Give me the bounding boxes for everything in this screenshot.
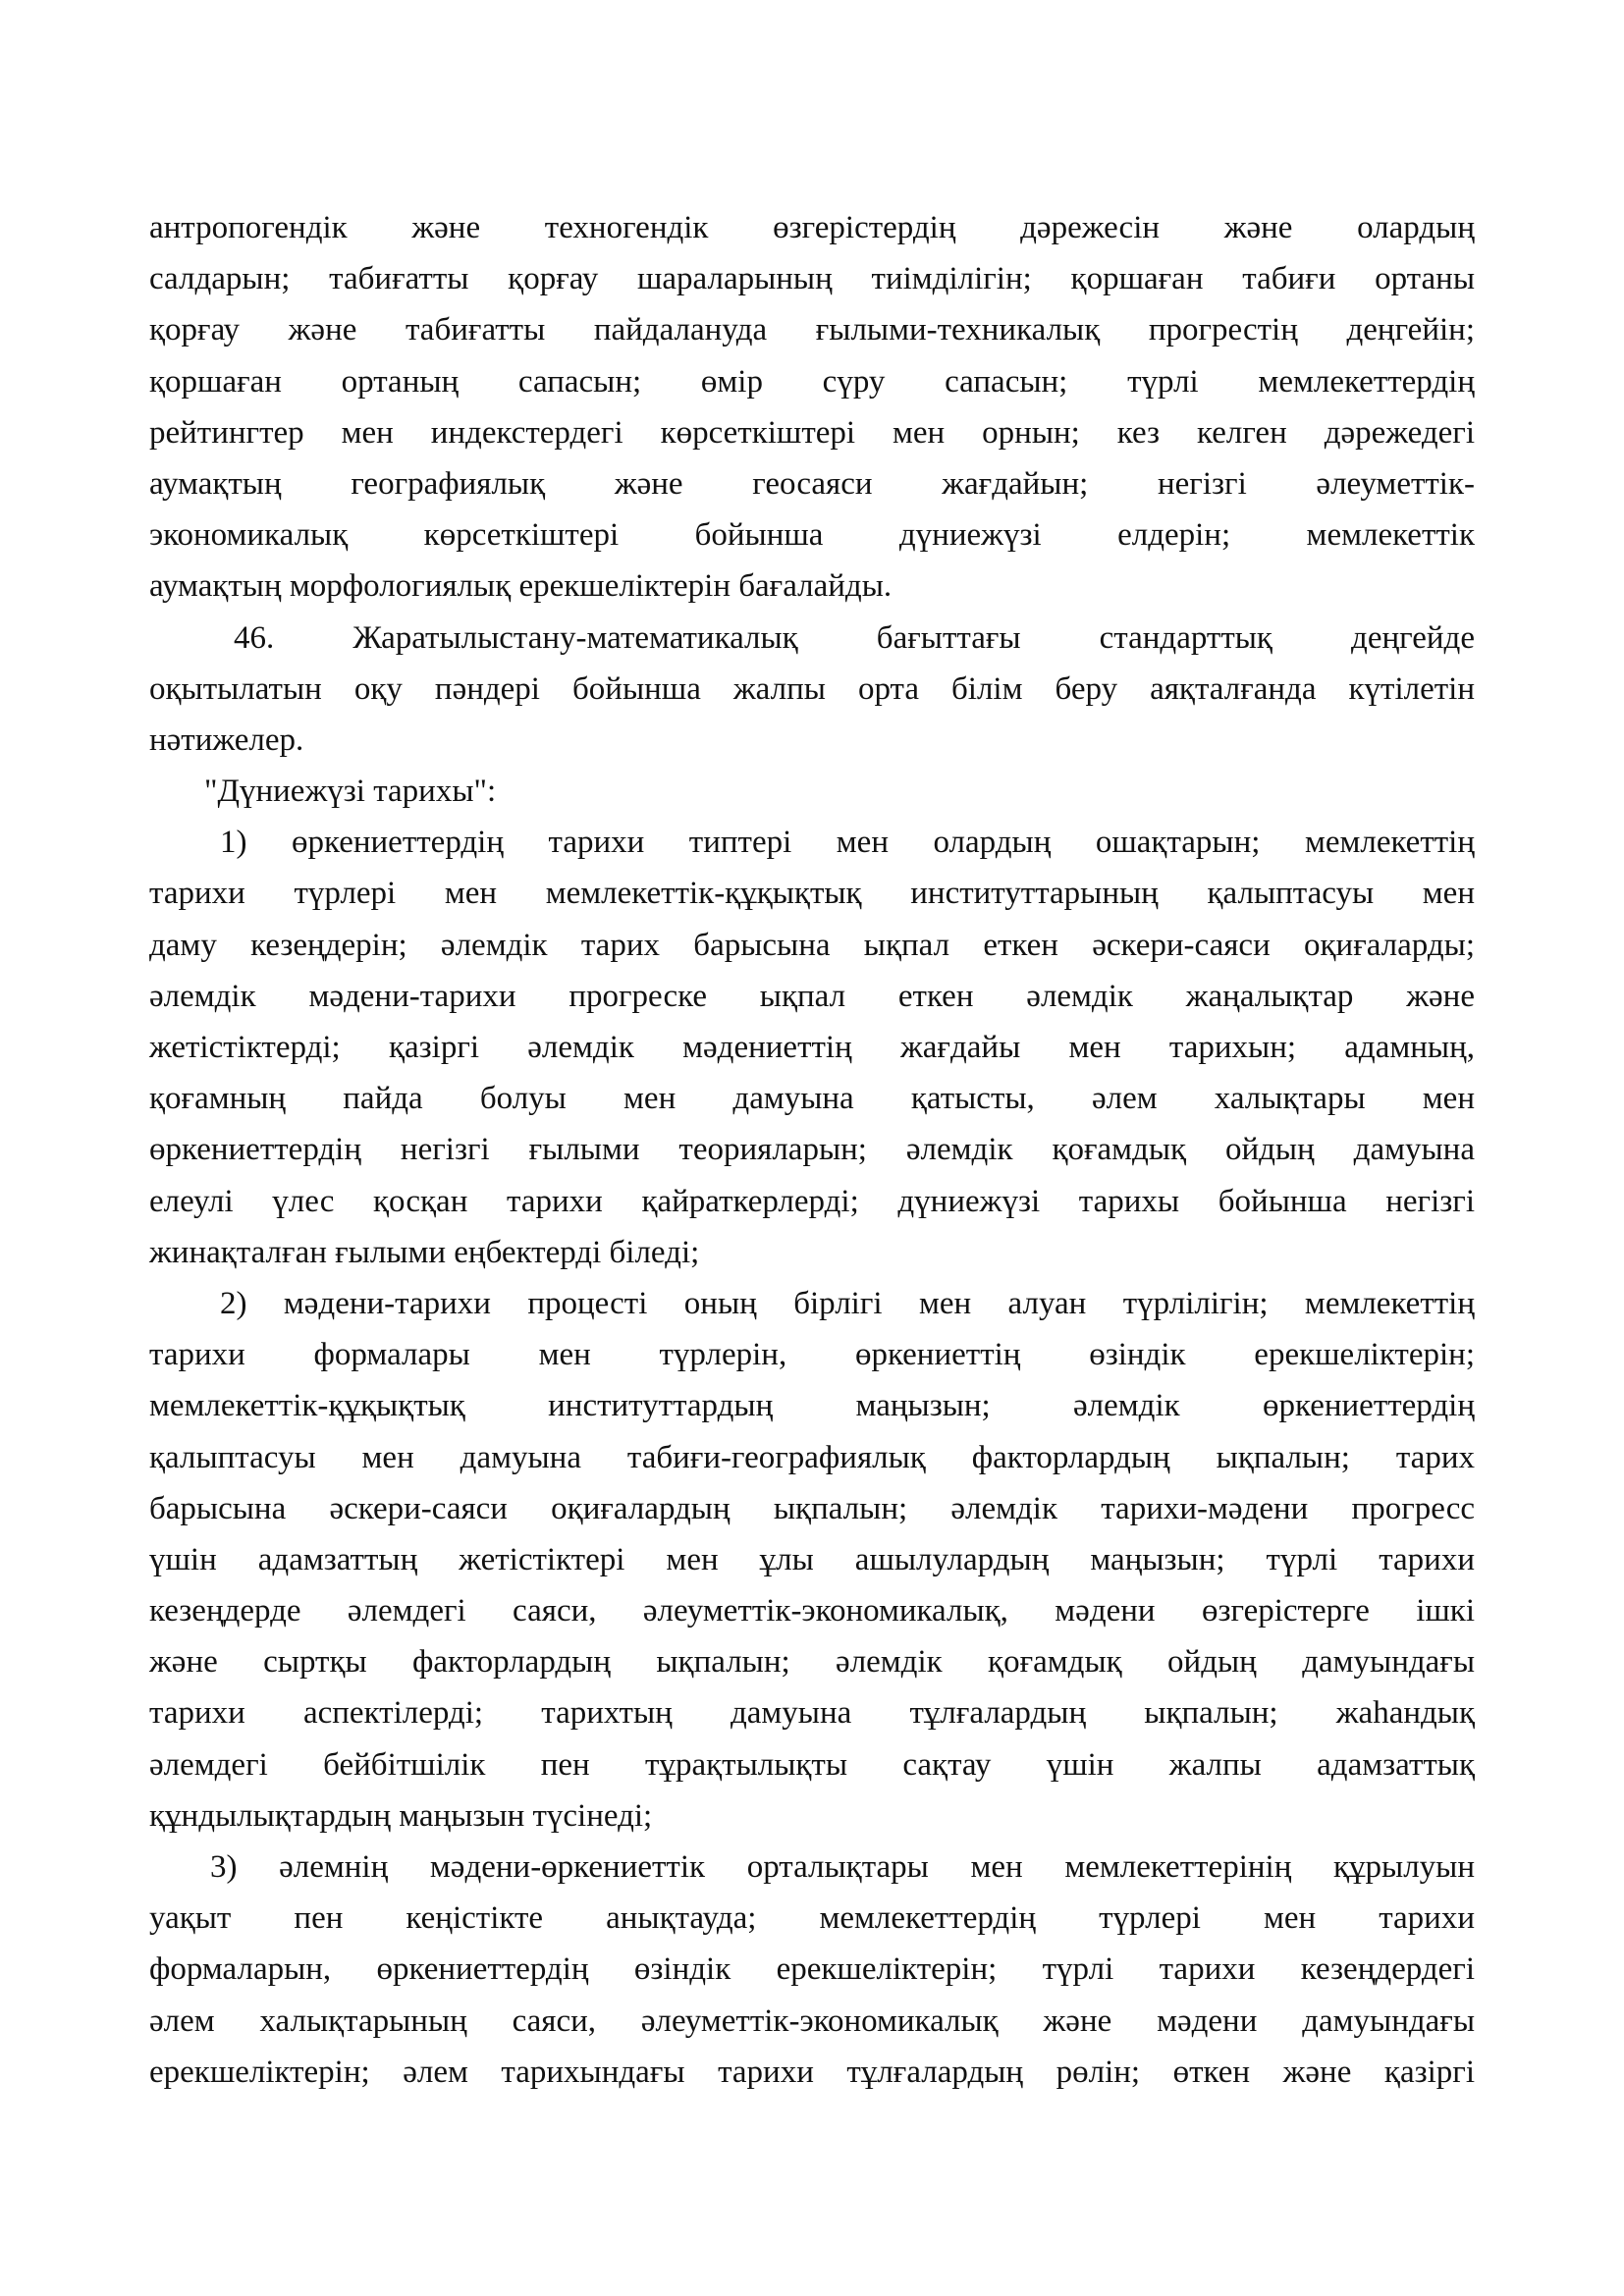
text-line: кезеңдерде әлемдегі саяси, әлеуметтік-экономикалық, мәдени өзгерістерге ішкі	[149, 1593, 1475, 1629]
text-line: оқытылатын оқу пәндері бойынша жалпы орта білім беру аяқталғанда күтілетін	[149, 670, 1475, 707]
text-line: қоршаған ортаның сапасын; өмір сүру сапасын; түрлі мемлекеттердің	[149, 363, 1475, 400]
list-item-3	[149, 1842, 1475, 2098]
text-line: құндылықтардың маңызын түсінеді;	[149, 1797, 653, 1834]
text-line: формаларын, өркениеттердің өзіндік ерекшеліктерін; түрлі тарихи кезеңдердегі	[149, 1951, 1475, 1988]
paragraph-continuation	[149, 202, 1475, 613]
text-line: аумақтың морфологиялық ерекшеліктерін бағалайды.	[149, 568, 893, 605]
text-line: және сыртқы факторлардың ықпалын; әлемдік қоғамдық ойдың дамуындағы	[149, 1644, 1475, 1681]
list-item-first-line: 3) әлемнің мәдени-өркениеттік орталықтары мен мемлекеттерінің құрылуын	[210, 1849, 1475, 1885]
subject-heading	[149, 766, 1475, 817]
section-46-paragraph	[149, 613, 1475, 767]
text-line: жинақталған ғылыми еңбектерді біледі;	[149, 1234, 700, 1270]
text-line: аумақтың географиялық және геосаяси жағдайын; негізгі әлеуметтік-	[149, 465, 1475, 502]
text-line: антропогендік және техногендік өзгерістердің дәрежесін және олардың	[149, 210, 1475, 245]
text-line: уақыт пен кеңістікте анықтауда; мемлекеттердің түрлері мен тарихи	[149, 1900, 1475, 1937]
section-heading-line: 46. Жаратылыстану-математикалық бағыттағы стандарттық деңгейде	[234, 619, 1475, 656]
subject-title: "Дүниежүзі тарихы":	[204, 774, 497, 810]
text-line: ерекшеліктерін; әлем тарихындағы тарихи тұлғалардың рөлін; өткен және қазіргі	[149, 2054, 1475, 2090]
text-line: даму кезеңдерін; әлемдік тарих барысына ықпал еткен әскери-саяси оқиғаларды;	[149, 927, 1475, 963]
list-item-first-line: 1) өркениеттердің тарихи типтері мен олардың ошақтарын; мемлекеттің	[220, 825, 1475, 861]
text-line: әлем халықтарының саяси, әлеуметтік-экономикалық және мәдени дамуындағы	[149, 2002, 1475, 2039]
list-item-2	[149, 1278, 1475, 1842]
text-line: әлемдегі бейбітшілік пен тұрақтылықты сақтау үшін жалпы адамзаттық	[149, 1746, 1475, 1783]
text-line: тарихи аспектілерді; тарихтың дамуына тұлғалардың ықпалын; жаһандық	[149, 1695, 1475, 1732]
text-line: барысына әскери-саяси оқиғалардың ықпалын; әлемдік тарихи-мәдени прогресс	[149, 1490, 1475, 1526]
text-line: тарихи формалары мен түрлерін, өркениеттің өзіндік ерекшеліктерін;	[149, 1337, 1475, 1373]
document-page	[149, 202, 1475, 2098]
list-item-1	[149, 817, 1475, 1278]
text-line: қоғамның пайда болуы мен дамуына қатысты, әлем халықтары мен	[149, 1081, 1475, 1117]
text-line: өркениеттердің негізгі ғылыми теорияларын; әлемдік қоғамдық ойдың дамуына	[149, 1132, 1475, 1168]
text-line: жетістіктерді; қазіргі әлемдік мәдениеттің жағдайы мен тарихын; адамның,	[149, 1030, 1475, 1065]
text-line: салдарын; табиғатты қорғау шараларының тиімділігін; қоршаған табиғи ортаны	[149, 261, 1475, 297]
text-line: мемлекеттік-құқықтық институттардың маңызын; әлемдік өркениеттердің	[149, 1388, 1475, 1424]
text-line: қалыптасуы мен дамуына табиғи-географиялық факторлардың ықпалын; тарих	[149, 1439, 1475, 1475]
text-line: тарихи түрлері мен мемлекеттік-құқықтық институттарының қалыптасуы мен	[149, 876, 1475, 912]
text-line: нәтижелер.	[149, 721, 304, 758]
text-line: үшін адамзаттың жетістіктері мен ұлы ашылулардың маңызын; түрлі тарихи	[149, 1541, 1475, 1577]
text-line: елеулі үлес қосқан тарихи қайраткерлерді; дүниежүзі тарихы бойынша негізгі	[149, 1183, 1475, 1219]
text-line: қорғау және табиғатты пайдалануда ғылыми-техникалық прогрестің деңгейін;	[149, 312, 1475, 348]
list-item-first-line: 2) мәдени-тарихи процесті оның бірлігі мен алуан түрлілігін; мемлекеттің	[220, 1285, 1475, 1321]
text-line: әлемдік мәдени-тарихи прогреске ықпал еткен әлемдік жаңалықтар және	[149, 978, 1475, 1014]
text-line: рейтингтер мен индекстердегі көрсеткіштері мен орнын; кез келген дәрежедегі	[149, 414, 1475, 451]
text-line: экономикалық көрсеткіштері бойынша дүниежүзі елдерін; мемлекеттік	[149, 517, 1475, 554]
